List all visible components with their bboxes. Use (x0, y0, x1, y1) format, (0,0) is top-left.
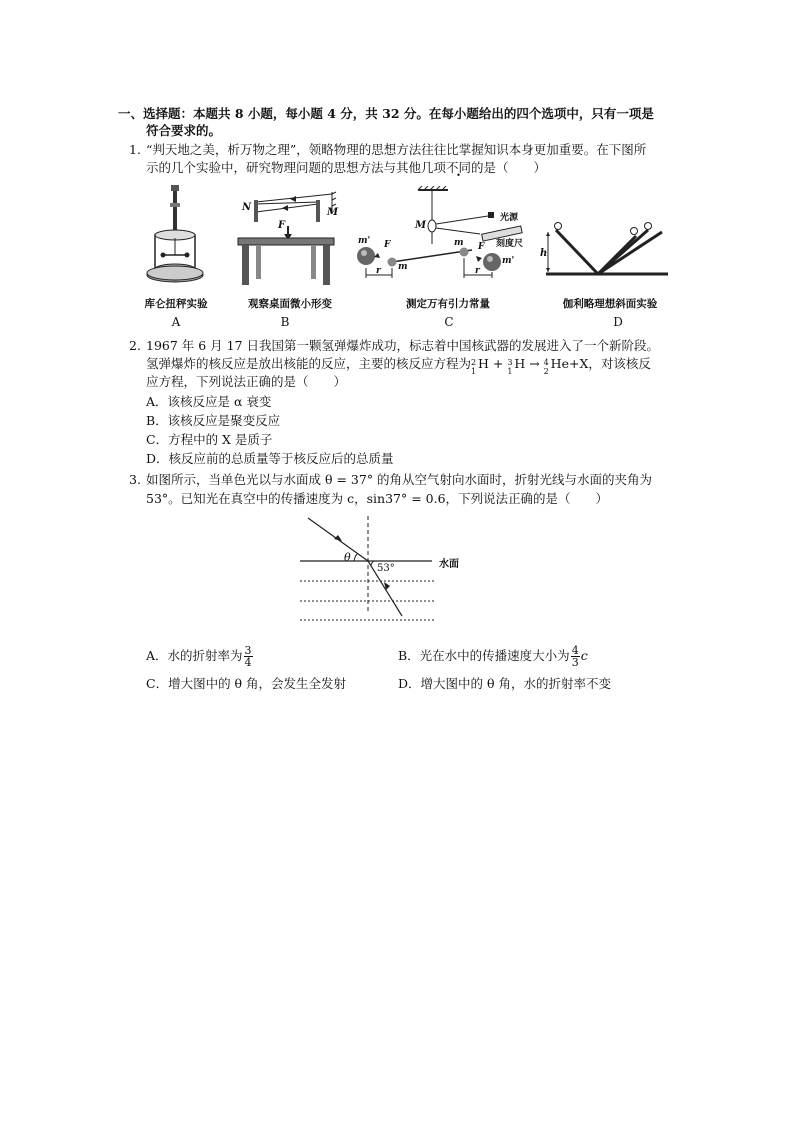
label-c-m2: m (398, 262, 408, 272)
label-c-m1: m' (358, 236, 371, 246)
plus-sign: + (488, 356, 508, 371)
section-title-cont: 符合要求的。 (146, 123, 222, 138)
figure-b-letter: B (280, 315, 290, 329)
theta-label: θ (344, 551, 351, 564)
label-n: N (242, 202, 252, 213)
fraction-4-3 (571, 645, 580, 668)
q3-option-a-text: A．水的折射率为 (146, 648, 243, 663)
fraction-numerator: 3 (244, 644, 252, 657)
fraction-3-4 (244, 645, 253, 668)
water-surface-label: 水面 (439, 559, 459, 570)
q2-text-line1: 1967 年 6 月 17 日我国第一颗氢弹爆炸成功，标志着中国核武器的发展进入了一个新阶段。 (146, 338, 660, 353)
he-mass: 4 (543, 358, 549, 367)
q2-option-d: D．核反应前的总质量等于核反应后的总质量 (146, 451, 394, 466)
label-f: F (278, 220, 286, 231)
label-c-r1: r (376, 266, 381, 276)
q2-text-line2 (146, 356, 651, 376)
nuclear-equation (471, 356, 589, 376)
he-symbol: He (550, 356, 569, 371)
q1-text-a: 示的几个实验中，研究物理问题的思想方法与其他几项 (146, 160, 447, 175)
galileo-incline-figure (540, 222, 670, 282)
section-title: 一、选择题：本题共 8 小题，每小题 4 分，共 32 分。在每小题给出的四个选项中，只有一项是 (118, 106, 654, 121)
q1-text-line1: “判天地之美，析万物之理”，领略物理的思想方法往往比掌握知识本身更加重要。在下图所 (146, 142, 647, 157)
torsion-balance-figure (143, 183, 209, 291)
figure-d-caption: 伽利略理想斜面实验 (562, 298, 658, 310)
speed-c: c (580, 648, 588, 663)
figure-a-letter: A (171, 315, 181, 329)
label-c-r2: r (475, 266, 480, 276)
label-m: M (327, 207, 339, 218)
label-light-source: 光源 (500, 213, 519, 223)
q3-text-line1: 如图所示，当单色光以与水面成 θ = 37° 的角从空气射向水面时，折射光线与水面的夹角为 (146, 472, 653, 487)
q3-option-b-text: B．光在水中的传播速度大小为 (398, 648, 570, 663)
q2-text-line3: 应方程，下列说法正确的是（ ） (146, 374, 347, 389)
h2-symbol: H (478, 356, 489, 371)
label-c-f1: F (384, 240, 391, 250)
q3-text-line2: 53°。已知光在真空中的传播速度为 c，sin37° = 0.6，下列说法正确的是（ ） (146, 491, 609, 506)
q2-option-c: C．方程中的 X 是质子 (146, 432, 273, 447)
q3-option-d: D．增大图中的 θ 角，水的折射率不变 (398, 676, 611, 691)
figure-c-letter: C (444, 315, 454, 329)
q3-option-a (146, 644, 254, 668)
fraction-numerator: 4 (571, 644, 579, 657)
angle-53-label: 53° (377, 563, 395, 574)
q3-number: 3. (129, 472, 141, 487)
fraction-denominator: 3 (571, 656, 579, 669)
q2-option-a: A．该核反应是 α 衰变 (146, 394, 272, 409)
h2-mass: 2 (471, 358, 477, 367)
h3-mass: 3 (507, 358, 513, 367)
label-d-h: h (540, 248, 548, 259)
q3-option-b (398, 644, 588, 668)
figure-d-letter: D (613, 315, 623, 329)
figure-a-caption: 库仑扭秤实验 (144, 298, 208, 310)
q2-option-b: B．该核反应是聚变反应 (146, 413, 281, 428)
q1-number: 1. (129, 142, 141, 157)
q1-text-line2 (146, 160, 546, 176)
fraction-denominator: 4 (244, 656, 252, 669)
label-c-big-m: M (415, 220, 427, 231)
arrow: → (525, 356, 544, 371)
label-c-m4: m' (502, 256, 515, 266)
figure-b-caption: 观察桌面微小形变 (248, 298, 332, 310)
h2-charge: 1 (471, 367, 477, 376)
figure-c-caption: 测定万有引力常量 (406, 298, 490, 310)
x-product: +X (568, 356, 589, 371)
label-c-f2: F (478, 242, 485, 252)
label-ruler: 刻度尺 (496, 239, 524, 249)
h3-charge: 1 (507, 367, 513, 376)
refraction-diagram (298, 514, 438, 624)
q1-text-b: 的是（ ） (471, 160, 547, 175)
q3-option-c: C．增大图中的 θ 角，会发生全发射 (146, 676, 347, 691)
he-charge: 2 (543, 367, 549, 376)
q2-text-b: ，对该核反 (588, 356, 651, 371)
h3-symbol: H (514, 356, 526, 371)
q1-emphasis: 不同 (446, 160, 472, 175)
label-c-m3: m (454, 238, 464, 248)
q2-text-a: 氢弹爆炸的核反应是放出核能的反应，主要的核反应方程为 (146, 356, 472, 371)
q2-number: 2. (129, 338, 141, 353)
